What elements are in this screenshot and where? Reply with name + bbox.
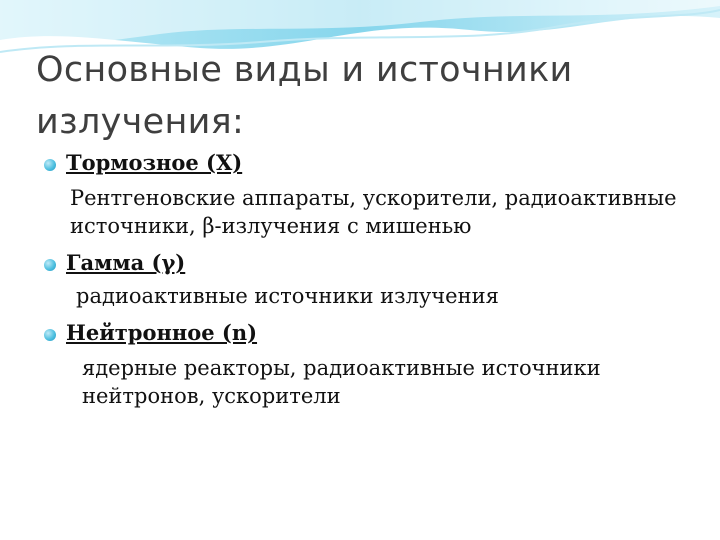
content-list <box>40 150 680 410</box>
bullet-icon <box>44 259 56 271</box>
bullet-icon <box>44 159 56 171</box>
list-item-gamma <box>40 250 680 310</box>
item-title: Гамма (γ) <box>66 250 186 275</box>
slide-title: Основные виды и источники излучения: <box>36 50 573 142</box>
item-title: Нейтронное (n) <box>66 320 258 345</box>
item-title: Тормозное (Х) <box>66 150 243 175</box>
list-item-neutron <box>40 320 680 410</box>
item-description: ядерные реакторы, радиоактивные источники нейтронов, ускорители <box>82 356 601 408</box>
list-item-bremsstrahlung <box>40 150 680 240</box>
bullet-icon <box>44 329 56 341</box>
item-description: радиоактивные источники излучения <box>76 284 499 308</box>
item-description: Рентгеновские аппараты, ускорители, радиоактивные источники, β-излучения с мишенью <box>70 186 677 238</box>
